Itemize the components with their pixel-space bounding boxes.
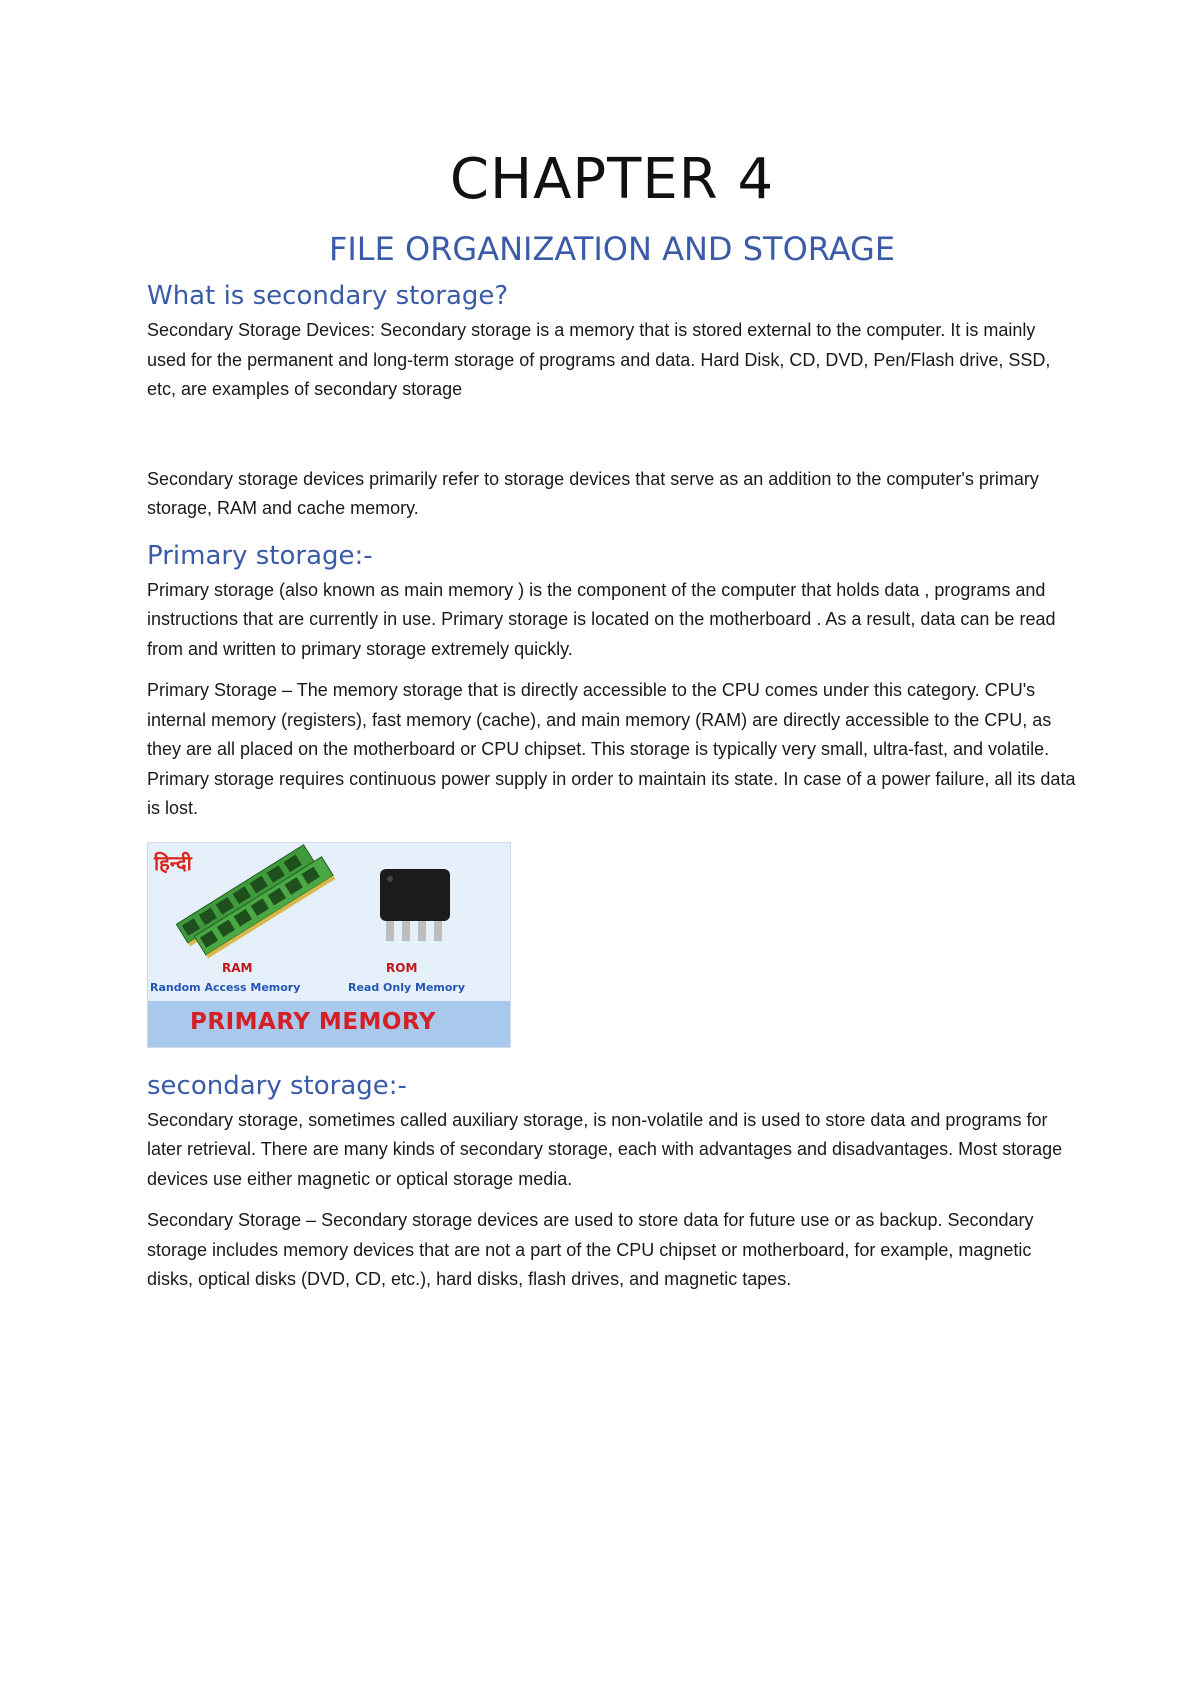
heading-what-is-secondary: What is secondary storage?: [147, 281, 509, 311]
hindi-label: हिन्दी: [154, 850, 192, 875]
rom-chip-icon: [380, 869, 450, 941]
page-content: [147, 140, 1077, 1295]
rom-subtitle: Read Only Memory: [348, 980, 466, 994]
chapter-title: CHAPTER 4: [449, 147, 775, 212]
ram-subtitle: Random Access Memory: [150, 980, 301, 994]
heading-primary-storage: Primary storage:-: [147, 540, 373, 571]
heading-secondary-storage: secondary storage:-: [147, 1070, 407, 1101]
rom-label: ROM: [386, 960, 418, 975]
paragraph: Secondary storage, sometimes called auxiliary storage, is non-volatile and is used to store data and programs for later retrieval. There are many kinds of secondary storage, each with advantages and disadvantages. Most storage devices use either magnetic or optical storage media.: [147, 1109, 1063, 1189]
figure-caption: PRIMARY MEMORY: [190, 1008, 437, 1035]
ram-label: RAM: [222, 960, 253, 975]
paragraph: Secondary Storage – Secondary storage devices are used to store data for future use or as backup. Secondary storage includes memory devices that are not a part of the CPU chipset or motherboard, for example, magnetic disks, optical disks (DVD, CD, etc.), hard disks, flash drives, and magnetic tapes.: [147, 1210, 1034, 1289]
paragraph: Secondary Storage Devices: Secondary storage is a memory that is stored external to the computer. It is mainly used for the permanent and long-term storage of programs and data. Hard Disk, CD, DVD, Pen/Flash drive, SSD, etc, are examples of secondary storage: [147, 320, 1051, 399]
document-title: FILE ORGANIZATION AND STORAGE: [328, 230, 896, 268]
paragraph: Primary storage (also known as main memory ) is the component of the computer that holds data , programs and instructions that are currently in use. Primary storage is located on the motherboard . As a result, data can be read from and written to primary storage extremely quickly.: [147, 579, 1056, 659]
paragraph: Primary Storage – The memory storage that is directly accessible to the CPU comes under this category. CPU's internal memory (registers), fast memory (cache), and main memory (RAM) are directly accessible to the CPU, as they are all placed on the motherboard or CPU chipset. This storage is typically very small, ultra-fast, and volatile. Primary storage requires continuous power supply in order to maintain its state. In case of a power failure, all its data is lost.: [147, 680, 1076, 818]
primary-memory-image: [147, 842, 511, 1048]
paragraph: Secondary storage devices primarily refer to storage devices that serve as an addition to the computer's primary storage, RAM and cache memory.: [147, 468, 1039, 518]
